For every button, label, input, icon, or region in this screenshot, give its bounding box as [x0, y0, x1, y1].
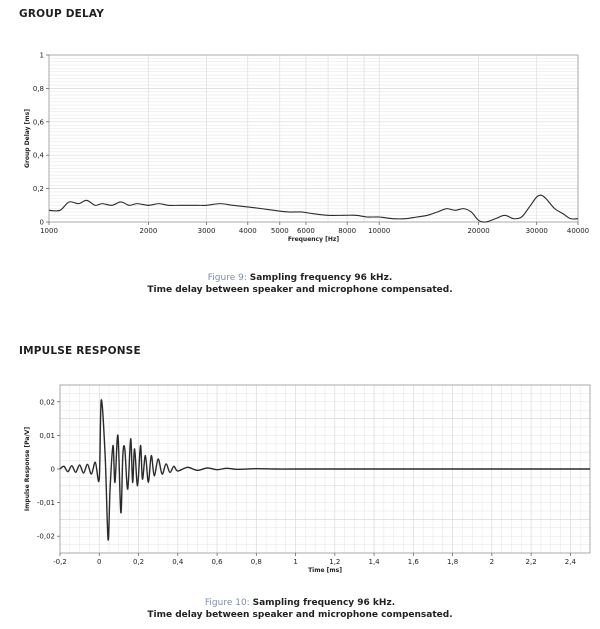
x-tick-label: 30000	[525, 227, 548, 235]
x-tick-label: 2	[489, 558, 495, 566]
y-axis-label: Impulse Response [Pa/V]	[24, 426, 31, 512]
x-tick-label: 1	[293, 558, 298, 566]
y-tick-label: 0,2	[32, 185, 44, 194]
x-tick-label: 10000	[368, 227, 391, 235]
x-tick-label: -0,2	[53, 558, 67, 566]
x-tick-label: 2,4	[564, 558, 576, 566]
x-tick-label: 1000	[40, 227, 58, 235]
x-tick-label: 1,6	[407, 558, 419, 566]
x-tick-label: 5000	[270, 227, 289, 235]
y-tick-label: 0,02	[39, 398, 55, 407]
x-tick-label: 0,8	[250, 558, 262, 566]
y-tick-label: -0,01	[36, 499, 55, 508]
figure-9-line2: Time delay between speaker and microphone compensated.	[147, 285, 453, 295]
y-tick-label: 0	[39, 218, 44, 227]
x-tick-label: 0,2	[132, 558, 145, 566]
y-tick-label: 0,8	[32, 84, 44, 93]
x-axis	[53, 553, 576, 566]
y-tick-label: -0,02	[36, 532, 55, 541]
x-tick-label: 2,2	[525, 558, 537, 566]
x-axis-label: Time [ms]	[308, 567, 342, 574]
impulse-response-section-title: IMPULSE RESPONSE	[19, 345, 141, 357]
x-tick-label: 8000	[338, 227, 357, 235]
x-tick-label: 20000	[467, 227, 490, 235]
figure-9-label: Figure 9:	[207, 273, 247, 283]
group-delay-section-title: GROUP DELAY	[19, 8, 105, 20]
figure-10-caption	[0, 597, 600, 621]
figure-10-label: Figure 10:	[204, 598, 250, 608]
y-axis	[37, 398, 60, 540]
x-tick-label: 1,8	[447, 558, 459, 566]
y-tick-label: 0,4	[32, 151, 44, 160]
x-tick-label: 0,4	[172, 558, 184, 566]
x-axis-label: Frequency [Hz]	[287, 236, 340, 243]
figure-10-line1: Sampling frequency 96 kHz.	[252, 598, 396, 608]
x-tick-label: 0	[97, 558, 102, 566]
x-tick-label: 4000	[238, 227, 257, 235]
x-tick-label: 1,4	[368, 558, 380, 566]
x-tick-label: 1,2	[329, 558, 341, 566]
figure-9-line1: Sampling frequency 96 kHz.	[249, 273, 393, 283]
y-tick-label: 0,6	[32, 118, 44, 127]
x-tick-label: 3000	[197, 227, 216, 235]
x-tick-label: 0,6	[211, 558, 223, 566]
y-tick-label: 1	[39, 51, 44, 60]
y-axis-label: Group Delay [ms]	[24, 109, 31, 168]
x-tick-label: 2000	[139, 227, 158, 235]
y-tick-label: 0	[50, 465, 55, 474]
y-tick-label: 0,01	[39, 431, 55, 440]
figure-10-line2: Time delay between speaker and microphone compensated.	[147, 610, 453, 620]
x-tick-label: 6000	[297, 227, 315, 235]
x-tick-label: 40000	[566, 227, 590, 235]
